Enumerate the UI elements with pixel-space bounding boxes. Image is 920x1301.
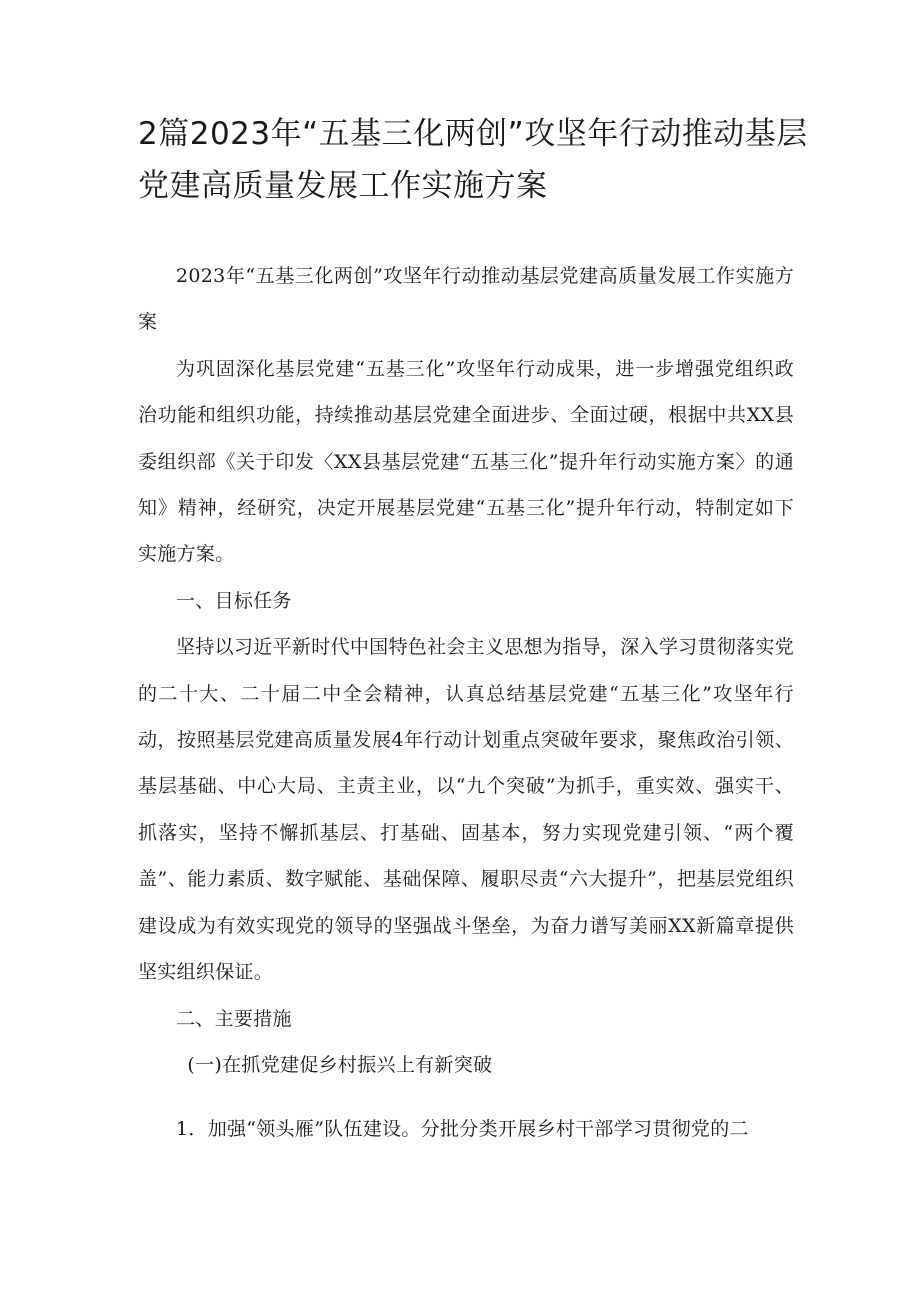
intro-paragraph: 为巩固深化基层党建“五基三化”攻坚年行动成果，进一步增强党组织政治功能和组织功能，持续推动基层党建全面进步、全面过硬，根据中共XX县委组织部《关于印发〈XX县基层党建“五基三化”提升年行动实施方案〉的通知》精神，经研究，决定开展基层党建“五基三化”提升年行动，特制定如下实施方案。: [138, 357, 794, 566]
measure-item-1: 1．加强“领头雁”队伍建设。分批分类开展乡村干部学习贯彻党的二: [176, 1118, 749, 1141]
section-1-paragraph: 坚持以习近平新时代中国特色社会主义思想为指导，深入学习贯彻落实党的二十大、二十届二中全会精神，认真总结基层党建“五基三化”攻坚年行动，按照基层党建高质量发展4年行动计划重点突破年要求，聚焦政治引领、基层基础、中心大局、主责主业，以“九个突破”为抓手，重实效、强实干、抓落实，坚持不懈抓基层、打基础、固基本，努力实现党建引领、“两个覆盖”、能力素质、数字赋能、基础保障、履职尽责“六大提升”，把基层党组织建设成为有效实现党的领导的坚强战斗堡垒，为奋力谱写美丽XX新篇章提供坚实组织保证。: [138, 636, 794, 984]
section-2-heading: 二、主要措施: [176, 1007, 292, 1030]
section-1-heading: 一、目标任务: [176, 589, 292, 612]
document-title: 2篇2023年“五基三化两创”攻坚年行动推动基层党建高质量发展工作实施方案: [138, 116, 808, 204]
section-2-subheading: (一)在抓党建促乡村振兴上有新突破: [187, 1053, 493, 1076]
subtitle-paragraph: 2023年“五基三化两创”攻坚年行动推动基层党建高质量发展工作实施方案: [138, 265, 794, 334]
document-body: [138, 253, 794, 1153]
